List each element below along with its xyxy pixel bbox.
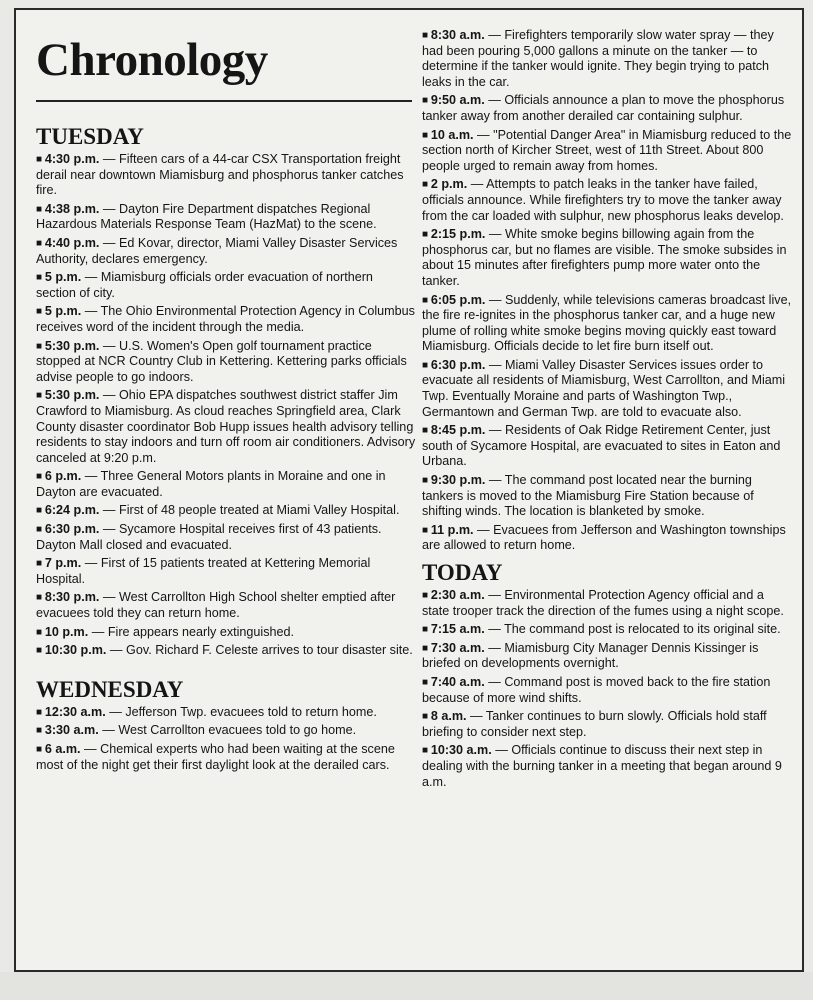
timeline-entry bbox=[36, 643, 416, 659]
entry-text: Tanker continues to burn slowly. Officials hold staff briefing to consider next step. bbox=[422, 709, 767, 739]
timeline-entry bbox=[422, 227, 792, 289]
bullet-icon: ■ bbox=[36, 592, 45, 604]
timeline-entry bbox=[422, 523, 792, 554]
bullet-icon: ■ bbox=[422, 676, 431, 688]
entry-time: 5:30 p.m. bbox=[44, 388, 100, 403]
entry-time: 6:30 p.m. bbox=[44, 522, 100, 537]
entry-text: Dayton Fire Department dispatches Regional Hazardous Materials Response Team (HazMat) to the scene. bbox=[36, 201, 377, 232]
entry-dash: — bbox=[473, 127, 494, 142]
entry-dash: — bbox=[485, 473, 505, 488]
entry-time: 10 p.m. bbox=[44, 624, 89, 639]
entry-text: Jefferson Twp. evacuees told to return home. bbox=[125, 704, 377, 719]
entry-text: Residents of Oak Ridge Retirement Center, just south of Sycamore Hospital, are evacuated to sites in Eaton and Urbana. bbox=[422, 423, 781, 469]
entry-dash: — bbox=[99, 235, 120, 250]
entry-text: First of 15 patients treated at Kettering Memorial Hospital. bbox=[36, 556, 371, 586]
timeline-entry bbox=[36, 705, 416, 721]
page-title: Chronology bbox=[36, 34, 268, 86]
entry-dash: — bbox=[484, 622, 505, 637]
timeline-entry bbox=[422, 622, 792, 638]
entry-time: 8:30 p.m. bbox=[44, 590, 100, 605]
entry-list-wednesday-part-1 bbox=[36, 705, 416, 773]
entry-dash: — bbox=[105, 704, 126, 719]
entry-time: 2:30 a.m. bbox=[430, 588, 485, 602]
entry-time: 9:30 p.m. bbox=[430, 473, 486, 488]
entry-time: 2:15 p.m. bbox=[430, 227, 486, 242]
entry-dash: — bbox=[491, 743, 512, 758]
entry-text: Ed Kovar, director, Miami Valley Disaster Services Authority, declares emergency. bbox=[36, 235, 398, 266]
bullet-icon: ■ bbox=[422, 425, 431, 437]
bullet-icon: ■ bbox=[36, 626, 45, 638]
bullet-icon: ■ bbox=[36, 505, 45, 517]
entry-text: Suddenly, while televisions cameras broadcast live, the fire re-ignites in the phosphorus tanker car, and a huge new plume of rolling white smoke begins moving quickly east toward Miamisburg. Officials decide to let fire burn itself out. bbox=[422, 292, 792, 354]
entry-time: 4:38 p.m. bbox=[44, 201, 100, 216]
entry-time: 7 p.m. bbox=[44, 556, 82, 571]
left-column bbox=[36, 124, 416, 776]
entry-text: U.S. Women's Open golf tournament practice stopped at NCR Country Club in Kettering. Kettering parks officials advise people to go indoors. bbox=[36, 338, 407, 384]
entry-text: Sycamore Hospital receives first of 43 patients. Dayton Mall closed and evacuated. bbox=[36, 522, 382, 552]
entry-text: The Ohio Environmental Protection Agency in Columbus receives word of the incident through the media. bbox=[36, 304, 415, 334]
timeline-entry bbox=[36, 469, 416, 500]
entry-text: Chemical experts who had been waiting at the scene most of the night get their first daylight look at the derailed cars. bbox=[36, 742, 395, 772]
entry-text: Firefighters temporarily slow water spray — they had been pouring 5,000 gallons a minute on the tanker — to determine if the tanker would ignite. They begin trying to patch leaks in the car. bbox=[422, 28, 774, 89]
entry-dash: — bbox=[484, 93, 505, 108]
entry-text: Three General Motors plants in Moraine and one in Dayton are evacuated. bbox=[36, 469, 386, 499]
entry-dash: — bbox=[99, 590, 120, 605]
entry-text: Environmental Protection Agency official and a state trooper track the direction of the fumes using a night scope. bbox=[422, 588, 784, 618]
entry-dash: — bbox=[99, 201, 120, 216]
timeline-entry bbox=[422, 293, 792, 355]
bullet-icon: ■ bbox=[36, 154, 45, 165]
entry-dash: — bbox=[484, 588, 505, 602]
entry-time: 12:30 a.m. bbox=[44, 704, 106, 719]
entry-time: 10:30 p.m. bbox=[44, 643, 107, 658]
timeline-entry bbox=[36, 590, 416, 621]
timeline-entry bbox=[422, 588, 792, 619]
bullet-icon: ■ bbox=[36, 744, 45, 755]
entry-text: Officials announce a plan to move the phosphorus tanker away from another derailed car containing sulphur. bbox=[422, 93, 785, 123]
timeline-entry bbox=[36, 388, 416, 466]
entry-list-wednesday-part-2 bbox=[422, 28, 792, 554]
entry-time: 8:45 p.m. bbox=[430, 423, 486, 438]
bullet-icon: ■ bbox=[36, 340, 45, 352]
bullet-icon: ■ bbox=[36, 306, 45, 318]
timeline-entry bbox=[422, 28, 792, 90]
entry-list-tuesday bbox=[36, 152, 416, 659]
title-rule bbox=[36, 100, 412, 102]
entry-time: 8 a.m. bbox=[430, 709, 467, 724]
timeline-entry bbox=[36, 522, 416, 553]
entry-dash: — bbox=[466, 709, 486, 724]
bullet-icon: ■ bbox=[36, 725, 45, 737]
entry-dash: — bbox=[81, 469, 101, 484]
timeline-entry bbox=[422, 423, 792, 470]
entry-time: 4:30 p.m. bbox=[44, 152, 100, 166]
entry-dash: — bbox=[99, 338, 120, 353]
entry-dash: — bbox=[485, 292, 506, 307]
timeline-entry bbox=[36, 339, 416, 386]
entry-dash: — bbox=[99, 503, 120, 518]
bullet-icon: ■ bbox=[36, 558, 45, 570]
entry-text: The command post located near the burning tankers is moved to the Miamisburg Fire Station because of shifting winds. The location is blanketed by smoke. bbox=[422, 473, 754, 519]
day-heading-today: TODAY bbox=[422, 560, 503, 585]
entry-time: 6:05 p.m. bbox=[430, 292, 486, 307]
entry-text: Miami Valley Disaster Services issues order to evacuate all residents of Miamisburg, West Carrollton, and Miami Twp. Eventually Moraine and parts of Washington Twp., Germantown and German Twp. are told to evacuate also. bbox=[422, 357, 786, 419]
timeline-entry bbox=[36, 503, 416, 519]
entry-dash: — bbox=[473, 522, 494, 537]
timeline-entry bbox=[36, 723, 416, 739]
entry-time: 10:30 a.m. bbox=[430, 743, 492, 758]
timeline-entry bbox=[422, 177, 792, 224]
entry-text: Evacuees from Jefferson and Washington townships are allowed to return home. bbox=[422, 522, 786, 553]
timeline-entry bbox=[422, 675, 792, 706]
entry-text: Officials continue to discuss their next step in dealing with the burning tanker in a meeting that began around 9 a.m. bbox=[422, 743, 782, 789]
entry-text: First of 48 people treated at Miami Valley Hospital. bbox=[119, 503, 400, 518]
bullet-icon: ■ bbox=[36, 272, 45, 284]
timeline-entry bbox=[422, 473, 792, 520]
timeline-entry bbox=[36, 625, 416, 641]
entry-dash: — bbox=[485, 357, 506, 372]
entry-text: The command post is relocated to its original site. bbox=[504, 622, 781, 637]
entry-dash: — bbox=[81, 270, 101, 285]
entry-dash: — bbox=[484, 674, 505, 689]
bullet-icon: ■ bbox=[422, 30, 431, 41]
day-heading-wednesday: WEDNESDAY bbox=[36, 676, 184, 702]
chronology-clipping bbox=[14, 8, 804, 972]
bullet-icon: ■ bbox=[36, 471, 45, 483]
entry-time: 7:30 a.m. bbox=[430, 640, 485, 655]
entry-text: West Carrollton High School shelter emptied after evacuees told they can return home. bbox=[36, 590, 396, 621]
entry-dash: — bbox=[485, 227, 506, 242]
timeline-entry bbox=[36, 556, 416, 587]
bullet-icon: ■ bbox=[422, 294, 431, 306]
timeline-entry bbox=[422, 743, 792, 790]
bullet-icon: ■ bbox=[422, 95, 431, 107]
bullet-icon: ■ bbox=[422, 475, 431, 487]
timeline-entry bbox=[36, 236, 416, 267]
entry-time: 6:30 p.m. bbox=[430, 357, 486, 372]
bullet-icon: ■ bbox=[422, 524, 431, 536]
timeline-entry bbox=[36, 202, 416, 233]
bullet-icon: ■ bbox=[422, 590, 431, 601]
entry-dash: — bbox=[485, 423, 506, 438]
entry-time: 7:40 a.m. bbox=[430, 674, 485, 689]
timeline-entry bbox=[422, 641, 792, 672]
entry-dash: — bbox=[484, 28, 505, 42]
bullet-icon: ■ bbox=[422, 359, 431, 371]
entry-text: Gov. Richard F. Celeste arrives to tour disaster site. bbox=[126, 643, 413, 658]
timeline-entry bbox=[36, 742, 416, 773]
entry-time: 11 p.m. bbox=[430, 522, 474, 537]
entry-dash: — bbox=[99, 522, 120, 537]
page-bottom-margin bbox=[0, 972, 813, 1000]
timeline-entry bbox=[422, 128, 792, 175]
entry-time: 6 p.m. bbox=[44, 469, 82, 484]
entry-text: Miamisburg City Manager Dennis Kissinger is briefed on developments overnight. bbox=[422, 640, 759, 671]
bullet-icon: ■ bbox=[36, 237, 45, 249]
timeline-entry bbox=[36, 270, 416, 301]
entry-text: Fire appears nearly extinguished. bbox=[107, 624, 295, 639]
entry-dash: — bbox=[98, 723, 119, 738]
entry-time: 8:30 a.m. bbox=[430, 28, 485, 42]
entry-dash: — bbox=[484, 640, 505, 655]
entry-dash: — bbox=[81, 556, 101, 571]
entry-time: 9:50 a.m. bbox=[430, 93, 485, 108]
entry-time: 5:30 p.m. bbox=[44, 338, 100, 353]
entry-time: 6:24 p.m. bbox=[44, 503, 100, 518]
bullet-icon: ■ bbox=[36, 706, 45, 718]
entry-text: White smoke begins billowing again from the phosphorus car, but no flames are visible. The smoke subsides in about 15 minutes after firefighters pump more water onto the tanker. bbox=[422, 227, 787, 288]
day-heading-tuesday: TUESDAY bbox=[36, 124, 144, 149]
entry-text: West Carrollton evacuees told to go home. bbox=[118, 723, 357, 738]
entry-time: 3:30 a.m. bbox=[44, 723, 99, 738]
entry-list-today bbox=[422, 588, 792, 790]
entry-dash: — bbox=[106, 643, 127, 658]
entry-text: Ohio EPA dispatches southwest district staffer Jim Crawford to Miamisburg. As cloud reaches Springfield area, Clark County disaster coordinator Bob Hupp issues health advisory telling residents to stay indoors and turn off room air conditioners. Advisory canceled at 9:20 p.m. bbox=[36, 388, 416, 465]
entry-dash: — bbox=[80, 742, 101, 756]
entry-dash: — bbox=[99, 388, 120, 403]
entry-time: 5 p.m. bbox=[44, 304, 82, 319]
entry-text: Miamisburg officials order evacuation of northern section of city. bbox=[36, 270, 373, 300]
right-column bbox=[422, 28, 792, 793]
entry-time: 7:15 a.m. bbox=[430, 622, 485, 637]
bullet-icon: ■ bbox=[422, 624, 431, 636]
bullet-icon: ■ bbox=[422, 745, 431, 757]
bullet-icon: ■ bbox=[422, 229, 431, 241]
entry-text: Fifteen cars of a 44-car CSX Transportation freight derail near downtown Miamisburg and phosphorus tanker catches fire. bbox=[36, 152, 404, 198]
bullet-icon: ■ bbox=[36, 390, 45, 402]
entry-time: 2 p.m. bbox=[430, 177, 468, 192]
entry-dash: — bbox=[467, 177, 487, 192]
timeline-entry bbox=[422, 709, 792, 740]
timeline-entry bbox=[36, 304, 416, 335]
bullet-icon: ■ bbox=[422, 179, 431, 191]
timeline-entry bbox=[422, 358, 792, 420]
entry-time: 4:40 p.m. bbox=[44, 235, 100, 250]
bullet-icon: ■ bbox=[36, 524, 45, 536]
entry-time: 5 p.m. bbox=[44, 270, 82, 285]
timeline-entry bbox=[422, 93, 792, 124]
entry-dash: — bbox=[88, 624, 108, 639]
entry-text: Command post is moved back to the fire station because of more wind shifts. bbox=[422, 674, 771, 705]
timeline-entry bbox=[36, 152, 416, 199]
entry-text: Attempts to patch leaks in the tanker have failed, officials announce. While firefighters try to move the tanker away from the car loaded with sulphur, new phosphorus leaks develop. bbox=[422, 177, 784, 223]
entry-dash: — bbox=[81, 304, 101, 319]
entry-time: 10 a.m. bbox=[430, 127, 474, 142]
bullet-icon: ■ bbox=[422, 642, 431, 654]
entry-time: 6 a.m. bbox=[44, 742, 81, 756]
entry-dash: — bbox=[99, 152, 120, 166]
bullet-icon: ■ bbox=[422, 711, 431, 723]
bullet-icon: ■ bbox=[36, 203, 45, 215]
bullet-icon: ■ bbox=[36, 645, 45, 657]
entry-text: "Potential Danger Area" in Miamisburg reduced to the section north of Kircher Street, west of 11th Street. About 800 people urged to remain away from homes. bbox=[422, 127, 792, 173]
bullet-icon: ■ bbox=[422, 129, 431, 141]
